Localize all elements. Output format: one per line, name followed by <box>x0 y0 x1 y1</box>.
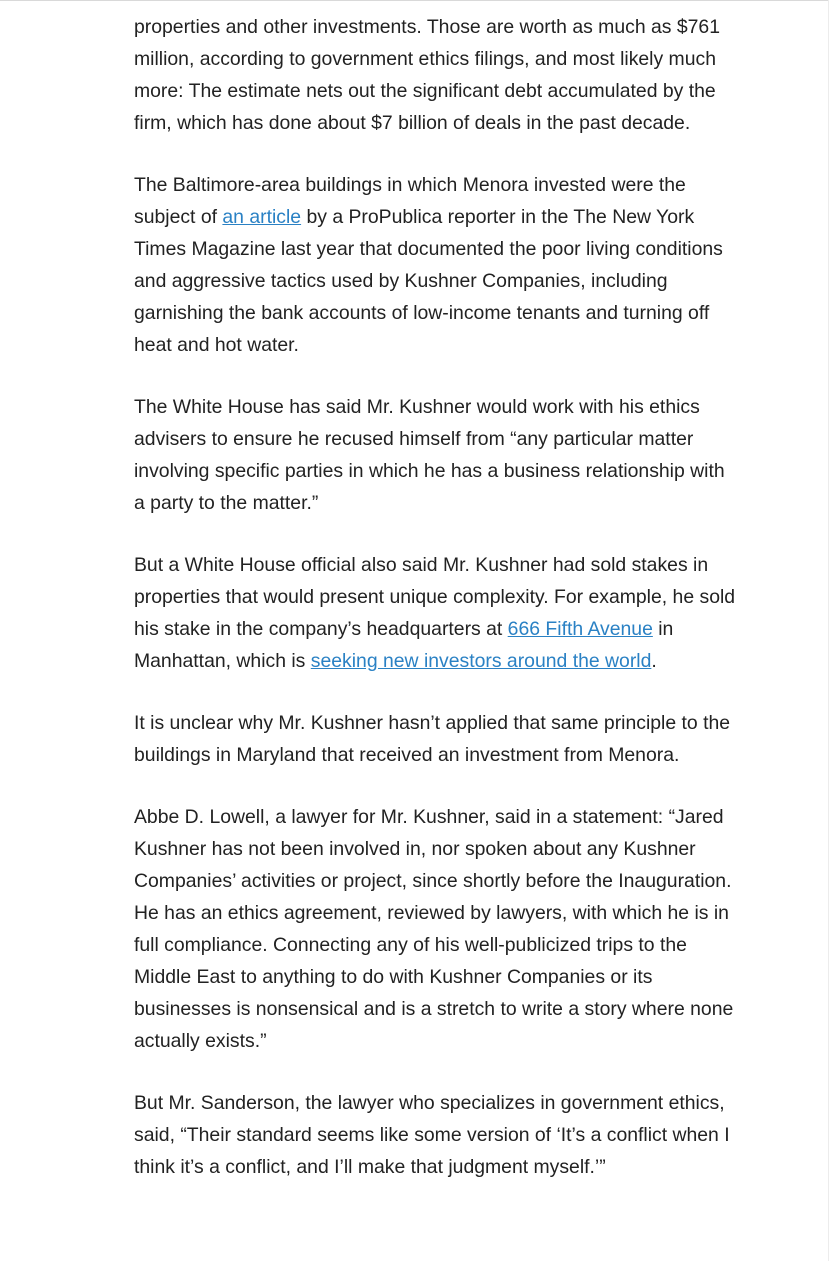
paragraph-sold-stakes <box>134 549 739 677</box>
paragraph-unclear-principle: It is unclear why Mr. Kushner hasn’t applied that same principle to the buildings in Maryland that received an investment from Menora. <box>134 712 731 766</box>
paragraph-sanderson-quote: But Mr. Sanderson, the lawyer who specializes in government ethics, said, “Their standard seems like some version of ‘It’s a conflict when I think it’s a conflict, and I’ll make that judgment myself.’” <box>134 1092 730 1178</box>
paragraph-investments: properties and other investments. Those are worth as much as $761 million, according to government ethics filings, and most likely much more: The estimate nets out the significant debt accumulated by the firm, which has done about $7 billion of deals in the past decade. <box>134 16 720 134</box>
article-body <box>134 11 739 1213</box>
paragraph-text: by a ProPublica reporter in the The New York Times Magazine last year that documented the poor living conditions and aggressive tactics used by Kushner Companies, including garnishing the bank accounts of low-income tenants and turning off heat and hot water. <box>134 206 723 356</box>
paragraph-white-house-recusal: The White House has said Mr. Kushner would work with his ethics advisers to ensure he recused himself from “any particular matter involving specific parties in which he has a business relationship with a party to the matter.” <box>134 396 725 514</box>
paragraph-text: . <box>651 650 657 672</box>
paragraph-lowell-statement: Abbe D. Lowell, a lawyer for Mr. Kushner, said in a statement: “Jared Kushner has not been involved in, nor spoken about any Kushner Companies’ activities or project, since shortly before the Inauguration. He has an ethics agreement, reviewed by lawyers, with which he is in full compliance. Connecting any of his well-publicized trips to the Middle East to anything to do with Kushner Companies or its businesses is nonsensical and is a stretch to write a story where none actually exists.” <box>134 806 734 1052</box>
paragraph-text: But a White House official also said Mr. Kushner had sold stakes in properties that would present unique complexity. For example, he sold his stake in the company’s headquarters at <box>134 554 736 640</box>
an-article-link[interactable]: an article <box>222 206 302 228</box>
paragraph-text: in Manhattan, which is <box>134 618 674 672</box>
top-divider <box>0 0 829 1</box>
paragraph-baltimore-buildings <box>134 169 739 361</box>
paragraph-text: The Baltimore-area buildings in which Menora invested were the subject of <box>134 174 686 228</box>
666-fifth-avenue-link[interactable]: 666 Fifth Avenue <box>507 618 653 640</box>
seeking-investors-link[interactable]: seeking new investors around the world <box>310 650 652 672</box>
